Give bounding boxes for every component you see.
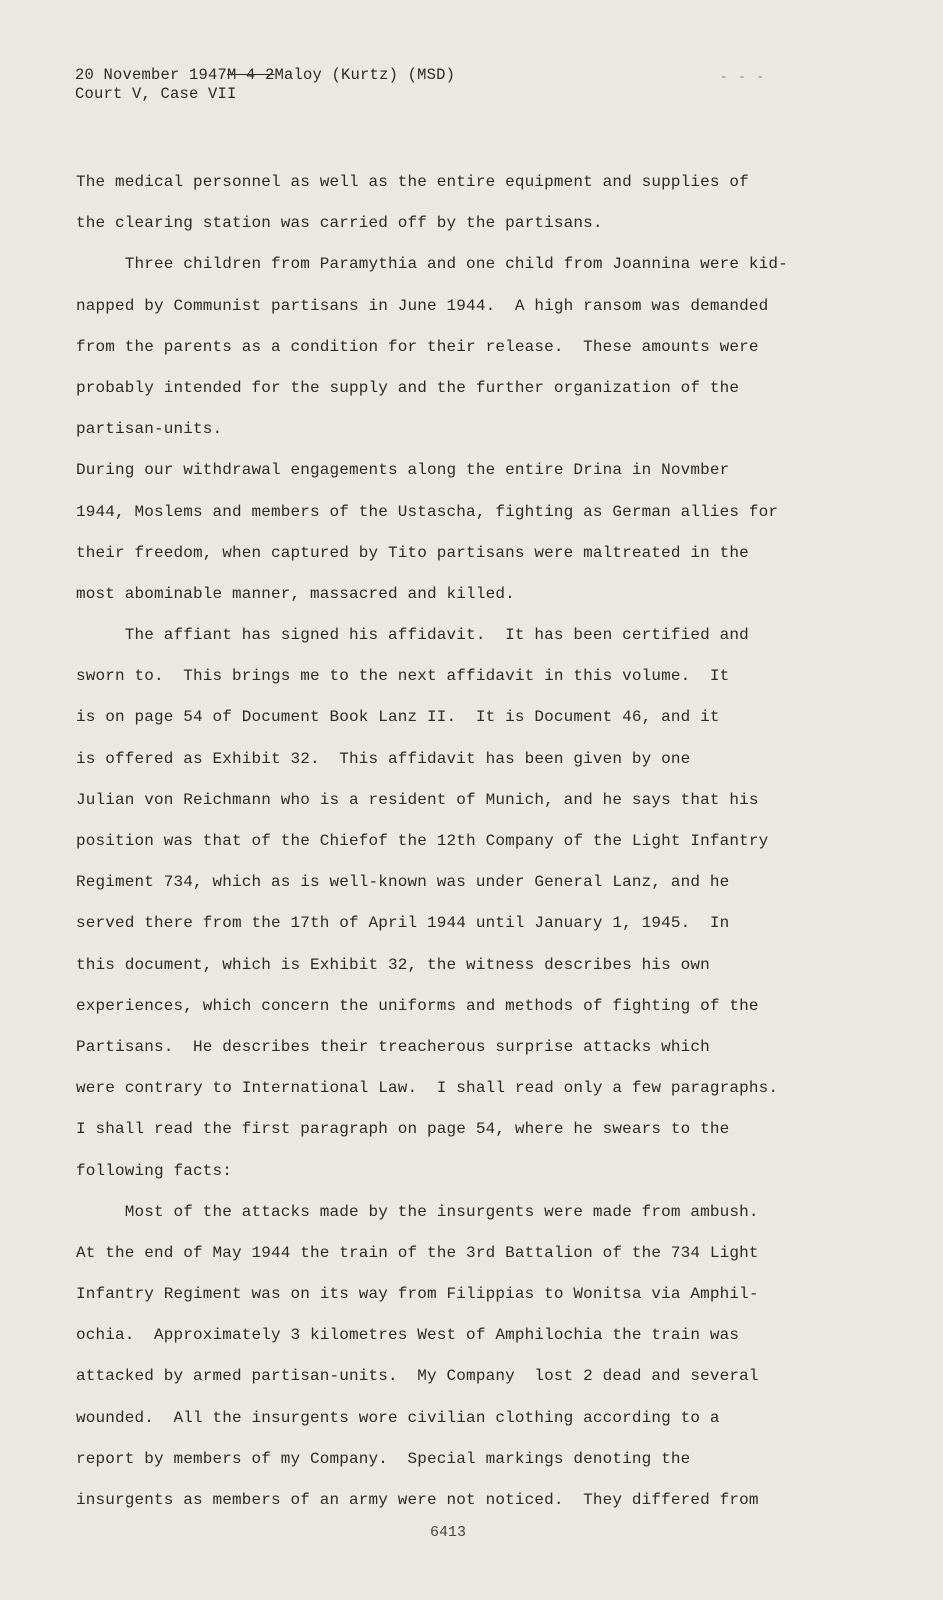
body-line: At the end of May 1944 the train of the 3rd Battalion of the 734 Light xyxy=(76,1243,759,1262)
body-line: following facts: xyxy=(76,1161,233,1180)
body-line: I shall read the first paragraph on page 54, where he swears to the xyxy=(76,1120,730,1139)
page-number: 6413 xyxy=(430,1524,467,1541)
body-line: served there from the 17th of April 1944 until January 1, 1945. In xyxy=(76,914,730,933)
body-line: most abominable manner, massacred and killed. xyxy=(76,584,515,603)
body-line: Three children from Paramythia and one child from Joannina were kid- xyxy=(76,255,788,274)
body-line: Julian von Reichmann who is a resident of Munich, and he says that his xyxy=(76,790,759,809)
body-line: report by members of my Company. Special markings denoting the xyxy=(76,1449,691,1468)
body-line: experiences, which concern the uniforms and methods of fighting of the xyxy=(76,996,759,1015)
body-line: were contrary to International Law. I shall read only a few paragraphs. xyxy=(76,1079,779,1098)
body-line: their freedom, when captured by Tito partisans were maltreated in the xyxy=(76,543,749,562)
header-court: Court V, Case VII xyxy=(75,85,237,103)
body-line: is on page 54 of Document Book Lanz II. It is Document 46, and it xyxy=(76,708,720,727)
body-line: this document, which is Exhibit 32, the witness describes his own xyxy=(76,955,710,974)
body-line: The medical personnel as well as the entire equipment and supplies of xyxy=(76,173,749,191)
body-line: Infantry Regiment was on its way from Filippias to Wonitsa via Amphil- xyxy=(76,1285,759,1304)
corner-pencil-mark: - - - xyxy=(720,70,767,84)
body-line: Partisans. He describes their treacherous surprise attacks which xyxy=(76,1037,710,1056)
header-line-1 xyxy=(75,66,455,85)
body-line: ochia. Approximately 3 kilometres West of Amphilochia the train was xyxy=(76,1326,740,1345)
body-line: position was that of the Chiefof the 12th Company of the Light Infantry xyxy=(76,832,769,850)
header-date: 20 November 1947 xyxy=(75,66,228,84)
body-line: partisan-units. xyxy=(76,420,223,439)
body-line: The affiant has signed his affidavit. It has been certified and xyxy=(76,626,749,645)
body-line: wounded. All the insurgents wore civilian clothing according to a xyxy=(76,1408,720,1427)
body-line: attacked by armed partisan-units. My Company lost 2 dead and several xyxy=(76,1367,759,1386)
body-line: 1944, Moslems and members of the Ustascha, fighting as German allies for xyxy=(76,502,779,521)
body-line: During our withdrawal engagements along the entire Drina in Novmber xyxy=(76,461,730,480)
body-line: from the parents as a condition for their release. These amounts were xyxy=(76,337,759,356)
body-line: is offered as Exhibit 32. This affidavit has been given by one xyxy=(76,749,691,768)
body-line: Most of the attacks made by the insurgents were made from ambush. xyxy=(76,1202,759,1221)
header-session-code: M 4 2 xyxy=(227,66,275,84)
body-line: probably intended for the supply and the further organization of the xyxy=(76,378,740,397)
body-line: the clearing station was carried off by the partisans. xyxy=(76,214,603,233)
body-line: napped by Communist partisans in June 1944. A high ransom was demanded xyxy=(76,296,769,315)
body-line: Regiment 734, which as is well-known was under General Lanz, and he xyxy=(76,873,730,892)
transcript-body xyxy=(76,162,866,1521)
header-reporters: Maloy (Kurtz) (MSD) xyxy=(274,66,456,84)
transcript-header xyxy=(75,66,455,104)
body-line: insurgents as members of an army were not noticed. They differed from xyxy=(76,1491,759,1509)
body-line: sworn to. This brings me to the next affidavit in this volume. It xyxy=(76,667,730,686)
